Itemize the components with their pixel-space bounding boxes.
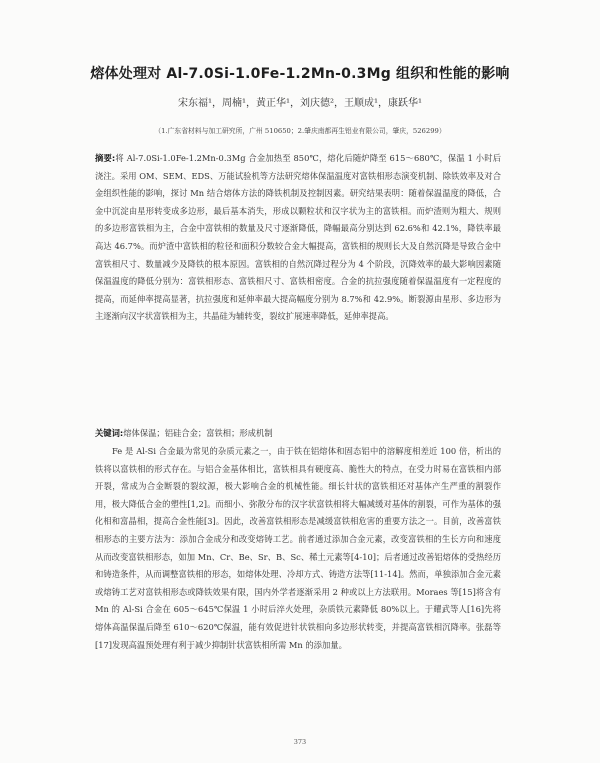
abstract-label: 摘要: <box>95 153 116 163</box>
keywords <box>95 425 501 443</box>
author-list: 宋东福¹，周楠¹，黄正华¹，刘庆德²，王顺成¹，康跃华¹ <box>177 98 423 109</box>
intro-paragraph: Fe 是 Al-Si 合金最为常见的杂质元素之一，由于铁在铝熔体和固态铝中的溶解度相差近 100 倍，析出的铁将以富铁相的形式存在。与铝合金基体相比，富铁相具有硬度高、脆性大的特点，在受力时易在富铁相内部开裂，常成为合金断裂的裂纹源，极大影响合金的机械性能。细长针状的富铁相还对基体产生严重的割裂作用，极大降低合金的塑性[1,2]。而细小、弥散分布的汉字状富铁相将大幅减缓对基体的割裂，可作为基体的强化相和富晶相，提高合金性能[3]。因此，改善富铁相形态是减缓富铁相危害的重要方法之一。目前，改善富铁相形态的主要方法为：添加合金成分和改变熔铸工艺。前者通过添加合金元素，改变富铁相的生长方向和速度从而改变富铁相形态，如加 Mn、Cr、Be、Sr、B、Sc、稀土元素等[4-10]；后者通过改善铝熔体的受热经历和铸造条件，从而调整富铁相的形态，如熔体处理、冷却方式、铸造方法等[11-14]。然而，单独添加合金元素或熔铸工艺对富铁相形态或降铁效果有限，国内外学者逐渐采用 2 种或以上方法联用。Moraes 等[15]将含有 Mn 的 Al-Si 合金在 605～645℃保温 1 小时后淬火处理，杂质铁元素降低 80%以上。于耀武等人[16]先将熔体高温保温后降至 610～620℃保温，能有效促进针状铁相向多边形状转变，并提高富铁相沉降率。张磊等[17]发现高温预处理有利于减少抑制针状富铁相所需 Mn 的添加量。 <box>95 446 501 650</box>
page-number: 373 <box>293 738 307 746</box>
keywords-text: 熔体保温；铝硅合金；富铁相；形成机制 <box>123 428 273 438</box>
abstract-text: 将 Al-7.0Si-1.0Fe-1.2Mn-0.3Mg 合金加热至 850℃，熔化后随炉降至 615～680℃，保温 1 小时后浇注。采用 OM、SEM、EDS、万能试验机等方法研究熔体保温温度对富铁相形态演变机制、除铁效率及对合金组织性能的影响，探讨 Mn 结合熔体方法的降铁机制及控制因素。研究结果表明：随着保温温度的降低，合金中沉淀由星形转变成多边形，最后基本消失，形成以颗粒状和汉字状为主的富铁相。而炉渣则为粗大、规则的多边形富铁相为主，合金中富铁相的数量及尺寸逐渐降低，降幅最高分别达到 62.6%和 42.1%，降铁率最高达 46.7%。而炉渣中富铁相的粒径和面积分数较合金大幅提高，富铁相的规则长大及自然沉降是导致合金中富铁相尺寸、数量减少及降铁的根本原因。富铁相的自然沉降过程分为 4 个阶段，沉降效率的最大影响因素随保温温度的降低分别为：富铁相形态、富铁相尺寸、富铁相密度。合金的抗拉强度随着保温温度有一定程度的提高，而延伸率提高显著，抗拉强度和延伸率最大提高幅度分别为 8.7%和 42.9%。断裂源由星形、多边形为主逐渐向汉字状富铁相为主，共晶硅为辅转变，裂纹扩展速率降低，延伸率提高。 <box>95 153 501 322</box>
affiliation: （1.广东省材料与加工研究所，广州 510650；2.肇庆南都再生铝业有限公司，肇庆，526299） <box>154 127 446 135</box>
keywords-label: 关键词: <box>95 428 124 438</box>
abstract <box>95 150 501 326</box>
paper-title: 熔体处理对 Al-7.0Si-1.0Fe-1.2Mn-0.3Mg 组织和性能的影响 <box>90 66 510 82</box>
